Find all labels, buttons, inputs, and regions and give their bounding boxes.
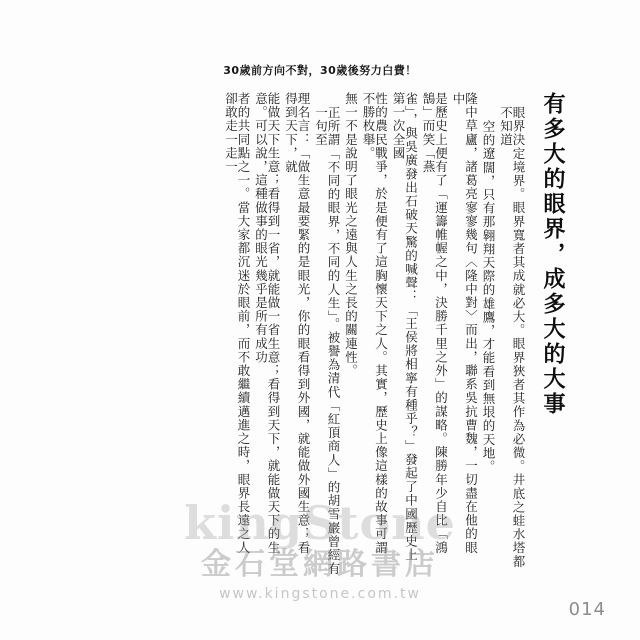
text-column: 者的共同點之一。當大家都沉迷於眼前，而不敢繼續邁進之時，眼界長遠之人卻敢走一走一 [223,92,251,555]
text-column: 是歷史上便有了「運籌帷幄之中，決勝千里之外」的謀略。陳勝年少自比「鴻鵠」而笑「燕 [421,92,449,555]
page-number: 014 [568,599,606,620]
text-column: 性的農民戰爭，於是便有了這胸懷天下之人。其實，歷史上像這樣的故事可謂不勝枚舉。 [361,92,389,555]
text-column: 能做天下生意；看得到一省，就能做一省生意；看得到天下，就能做天下的生意。可以說，這種做事的眼光幾乎是所有成功 [253,92,281,555]
text-column: 雀」，與吳廣發出石破天驚的喊聲：「王侯將相寧有種乎？」發起了中國歷史上第一次全國 [391,92,419,562]
chapter-title: 有多大的眼界，成多大的大事 [540,92,566,417]
watermark-store-name: 金石堂網路書店 [201,546,439,582]
text-column: 無一不是說明了眼光之遠與人生之長的關連性。 [343,92,359,378]
text-column: 眼界決定境界。眼界寬者其成就必大。眼界狹者其作為必微。井底之蛙水塔都不知道 [498,106,526,569]
text-column: 空的遼闊，只有那翱翔天際的雄鷹，才能看到無垠的天地。 [481,120,496,474]
watermark-url: www.kingstone.com.tw [219,586,421,602]
running-header: 30歲前方向不對，30歲後努力白費！ [223,64,417,77]
text-column: 正所謂「不同的眼界，不同的人生」。被譽為清代「紅頂商人」的胡雪巖曾經有一句至 [313,106,341,576]
text-column: 理名言：「做生意最要緊的是眼光，你的眼看得到外國，就能做外國生意；看得到天下，就 [283,92,311,555]
watermark-brand: kingStone [184,495,456,550]
text-column: 隆中草廬，諸葛亮寥寥幾句〈隆中對〉而出，聯系吳抗曹魏，一切盡在他的眼中 [451,92,479,555]
